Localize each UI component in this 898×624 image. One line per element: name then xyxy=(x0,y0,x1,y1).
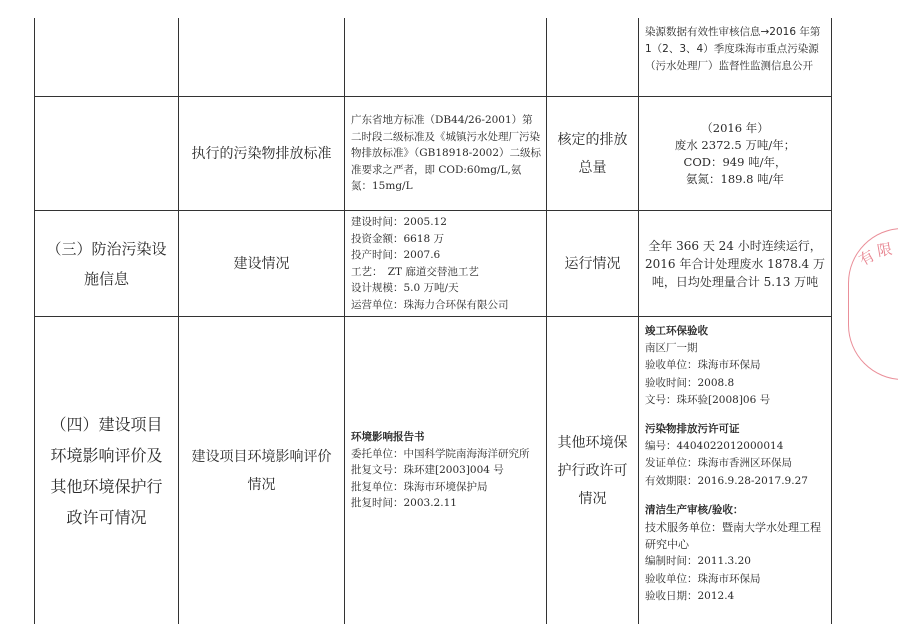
cleaner-production-line: 编制时间：2011.3.20 xyxy=(645,555,751,568)
construction-line: 工艺： ZT 廊道交替池工艺 xyxy=(351,265,479,278)
acceptance-title: 竣工环保验收 xyxy=(645,325,708,337)
cleaner-production-line: 验收日期：2012.4 xyxy=(645,589,735,602)
emission-standard-label: 执行的污染物排放标准 xyxy=(191,145,332,162)
permit-title: 污染物排放污许可证 xyxy=(645,423,740,436)
construction-label: 建设情况 xyxy=(233,255,290,272)
construction-line: 投产时间：2007.6 xyxy=(351,249,441,261)
other-permits-details xyxy=(639,317,831,624)
eia-title: 环境影响报告书 xyxy=(351,431,425,444)
approved-total-label: 核定的排放总量 xyxy=(557,131,628,176)
permit-line: 发证单位：珠海市香洲区环保局 xyxy=(645,457,792,470)
eia-line: 批复时间：2003.2.11 xyxy=(351,497,457,510)
red-seal-stamp xyxy=(848,228,898,380)
construction-details xyxy=(345,211,546,316)
cleaner-production-line: 验收单位：珠海市环保局 xyxy=(645,572,761,585)
other-permits-label: 其他环境保护行政许可情况 xyxy=(557,434,628,507)
operation-text: 全年 366 天 24 小时连续运行，2016 年合计处理废水 1878.4 万吨，日均处理量合计 5.13 万吨 xyxy=(645,238,825,289)
cleaner-production-line: 技术服务单位：暨南大学水处理工程研究中心 xyxy=(645,521,821,552)
eia-line: 批复文号：珠环建[2003]004 号 xyxy=(351,464,504,477)
approved-total-line: COD：949 吨/年， xyxy=(683,154,787,169)
acceptance-line: 南区厂一期 xyxy=(645,342,698,355)
operation-label: 运行情况 xyxy=(564,255,621,272)
info-table xyxy=(34,18,832,624)
acceptance-line: 文号：珠环验[2008]06 号 xyxy=(645,393,771,406)
permit-line: 编号：4404022012000014 xyxy=(645,440,784,453)
stamp-char: 有 xyxy=(855,246,878,270)
eia-label: 建设项目环境影响评价情况 xyxy=(191,448,332,493)
stamp-char: 限 xyxy=(875,239,894,261)
col-divider xyxy=(831,18,832,624)
eia-line: 批复单位：珠海市环境保护局 xyxy=(351,480,488,493)
construction-line: 设计规模：5.0 万吨/天 xyxy=(351,282,459,294)
section-4-title: （四）建设项目环境影响评价及其他环境保护行政许可情况 xyxy=(50,414,163,527)
row1-info-text: 染源数据有效性审核信息→2016 年第 1（2、3、4）季度珠海市重点污染源（污水处理厂）监督性监测信息公开 xyxy=(645,26,821,72)
emission-standard-text: 广东省地方标准（DB44/26-2001）第二时段二级标准及《城镇污水处理厂污染物排放标准》（GB18918-2002）二级标准要求之严者，即 COD:60mg/L,氨氮：15mg/L xyxy=(351,114,542,193)
eia-line: 委托单位：中国科学院南海海洋研究所 xyxy=(351,447,530,460)
acceptance-line: 验收时间：2008.8 xyxy=(645,376,735,389)
approved-total-line: （2016 年） xyxy=(701,120,769,135)
construction-line: 投资金额：6618 万 xyxy=(351,232,445,245)
approved-total-line: 废水 2372.5 万吨/年； xyxy=(674,137,796,152)
acceptance-line: 验收单位：珠海市环保局 xyxy=(645,359,761,372)
permit-line: 有效期限：2016.9.28-2017.9.27 xyxy=(645,474,808,487)
approved-total-values xyxy=(639,97,831,210)
cleaner-production-title: 清洁生产审核/验收： xyxy=(645,503,744,516)
construction-line: 运营单位：珠海力合环保有限公司 xyxy=(351,298,509,311)
eia-details xyxy=(345,317,546,624)
construction-line: 建设时间：2005.12 xyxy=(351,216,447,228)
approved-total-line: 氨氮：189.8 吨/年 xyxy=(686,171,784,186)
section-3-title: （三）防治污染设施信息 xyxy=(46,239,167,288)
